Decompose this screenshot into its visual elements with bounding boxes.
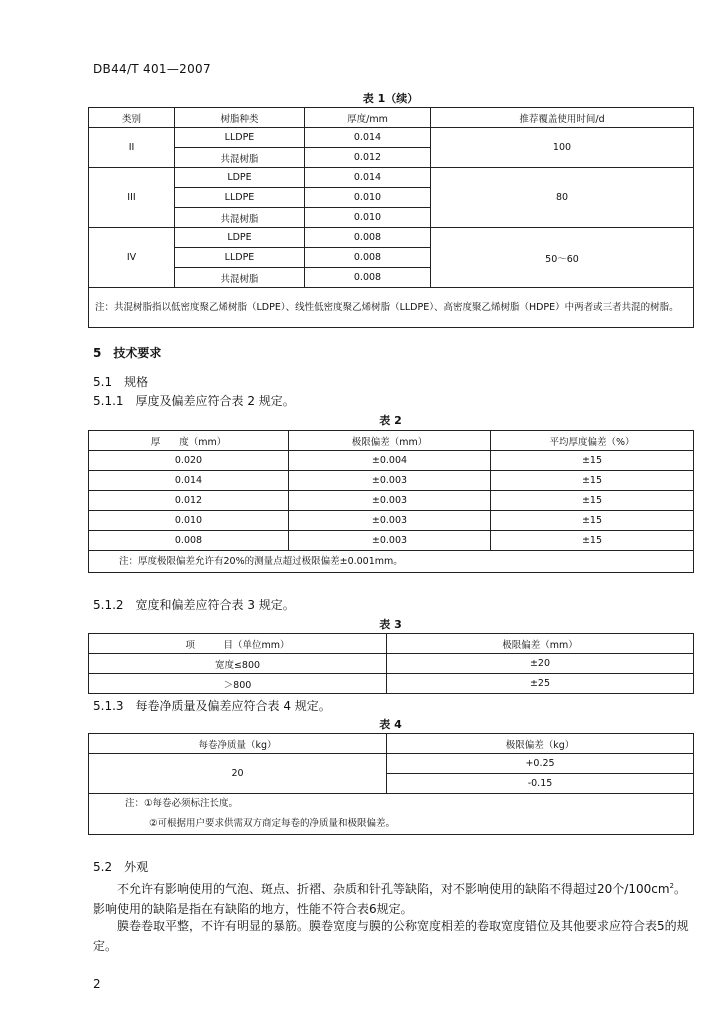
table1-thickness: 0.014 [305,168,431,188]
table4-note-1: 注：①每卷必须标注长度。 [125,798,239,809]
table2-cell: ±15 [491,531,694,551]
table2-cell: ±0.004 [289,451,491,471]
section-5-1-heading: 5.1 规格 [93,375,149,389]
table3 [88,633,694,694]
table3-caption: 表 3 [379,618,402,631]
section-5-1-2-text: 5.1.2 宽度和偏差应符合表 3 规定。 [93,598,295,612]
table2-header-avg-deviation: 平均厚度偏差（%） [491,431,694,451]
table2-cell: 0.012 [89,491,289,511]
table4 [88,733,694,835]
table4-notes [89,794,694,835]
table1-thickness: 0.010 [305,188,431,208]
table4-caption: 表 4 [379,718,402,731]
para1-unit: /100cm [624,882,670,896]
page-number: 2 [93,977,101,991]
table3-cell: 宽度≤800 [89,654,387,674]
table1-resin: 共混树脂 [175,208,305,228]
table2-cell: 0.020 [89,451,289,471]
table3-cell: ＞800 [89,674,387,694]
table1-resin: LLDPE [175,188,305,208]
para1-part-a: 不允许有影响使用的气泡、斑点、折褶、杂质和针孔等缺陷，对不影响使用的缺陷不得超过20个 [117,882,625,896]
table1-thickness: 0.008 [305,248,431,268]
table1-thickness: 0.010 [305,208,431,228]
appearance-paragraph-1 [93,876,693,919]
table2-cell: ±15 [491,451,694,471]
table2-header-thickness: 厚 度（mm） [89,431,289,451]
para1-unit-superscript: 2 [669,882,674,890]
table4-header-mass: 每卷净质量（kg） [89,734,387,754]
table1-note: 注：共混树脂指以低密度聚乙烯树脂（LDPE）、线性低密度聚乙烯树脂（LLDPE）、高密度聚乙烯树脂（HDPE）中两者或三者共混的树脂。 [89,288,694,328]
table2 [88,430,694,573]
table1-resin: LLDPE [175,128,305,148]
table2-cell: ±15 [491,471,694,491]
table2-cell: 0.008 [89,531,289,551]
table1-thickness: 0.008 [305,268,431,288]
table3-header-limit-deviation: 极限偏差（mm） [387,634,694,654]
section-5-1-3-text: 5.1.3 每卷净质量及偏差应符合表 4 规定。 [93,699,331,713]
table1-resin: 共混树脂 [175,148,305,168]
table4-mass: 20 [89,754,387,794]
table3-header-item: 项 目（单位mm） [89,634,387,654]
table1-time: 50～60 [431,228,694,288]
table1-thickness: 0.012 [305,148,431,168]
table1-time: 100 [431,128,694,168]
table1-category: IV [89,228,175,288]
table2-cell: ±15 [491,491,694,511]
table2-cell: 0.010 [89,511,289,531]
appearance-paragraph-2: 膜卷卷取平整，不许有明显的暴筋。膜卷宽度与膜的公称宽度相差的卷取宽度错位及其他要求应符合表5的规定。 [93,919,689,953]
table1-thickness: 0.014 [305,128,431,148]
table1-resin: 共混树脂 [175,268,305,288]
table2-note: 注：厚度极限偏差允许有20%的测量点超过极限偏差±0.001mm。 [89,551,694,573]
table1-thickness: 0.008 [305,228,431,248]
para1-part-c: 。影响使用的缺陷是指在有缺陷的地方，性能不符合表6规定。 [93,882,686,916]
table2-caption: 表 2 [379,414,402,427]
document-header: DB44/T 401—2007 [93,62,211,76]
table1-header-thickness: 厚度/mm [305,108,431,128]
table2-cell: ±0.003 [289,531,491,551]
table3-cell: ±25 [387,674,694,694]
table1 [88,107,694,328]
table1-header-time: 推荐覆盖使用时间/d [431,108,694,128]
table1-resin: LLDPE [175,248,305,268]
table2-header-limit-deviation: 极限偏差（mm） [289,431,491,451]
table4-dev-plus: +0.25 [387,754,694,774]
table4-note-2: ②可根据用户要求供需双方商定每卷的净质量和极限偏差。 [149,818,396,829]
table1-time: 80 [431,168,694,228]
table2-cell: ±0.003 [289,471,491,491]
table1-header-resin: 树脂种类 [175,108,305,128]
table2-cell: 0.014 [89,471,289,491]
table1-caption: 表 1（续） [362,92,419,105]
table1-category: III [89,168,175,228]
section-5-1-1-text: 5.1.1 厚度及偏差应符合表 2 规定。 [93,394,295,408]
section-5-heading: 5 技术要求 [93,346,162,360]
table4-header-limit-deviation: 极限偏差（kg） [387,734,694,754]
table2-cell: ±0.003 [289,511,491,531]
table1-resin: LDPE [175,168,305,188]
table1-category: II [89,128,175,168]
table1-header-category: 类别 [89,108,175,128]
table2-cell: ±15 [491,511,694,531]
table3-cell: ±20 [387,654,694,674]
section-5-2-heading: 5.2 外观 [93,860,149,874]
table1-resin: LDPE [175,228,305,248]
table4-dev-minus: -0.15 [387,774,694,794]
table2-cell: ±0.003 [289,491,491,511]
